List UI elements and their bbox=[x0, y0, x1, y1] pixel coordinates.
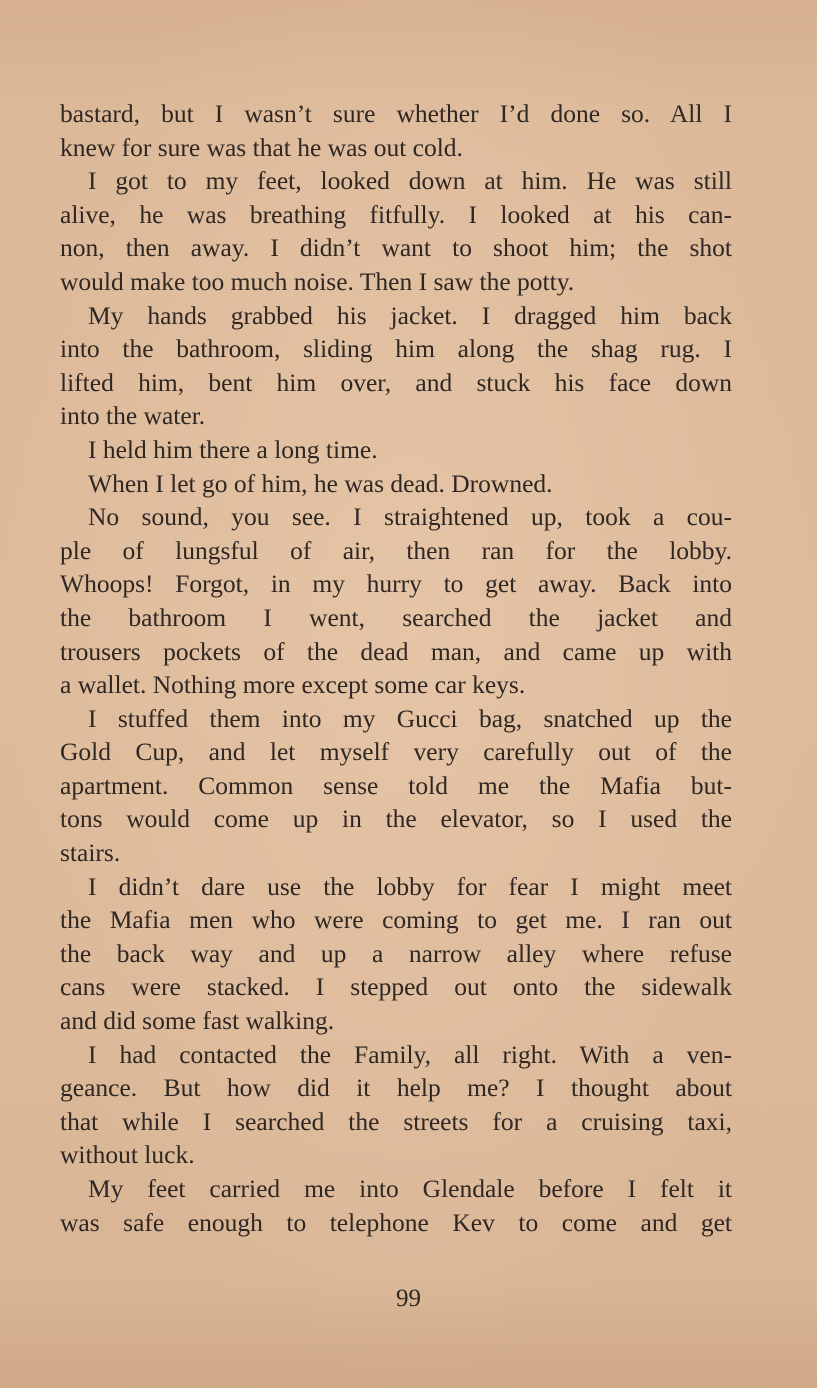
text-line: apartment. Common sense told me the Mafia but- bbox=[60, 770, 732, 800]
text-line: My feet carried me into Glendale before I felt it bbox=[88, 1174, 732, 1203]
text-line: without luck. bbox=[60, 1140, 195, 1170]
text-line: lifted him, bent him over, and stuck his face down bbox=[60, 367, 732, 397]
text-line: geance. But how did it help me? I thought about bbox=[60, 1073, 732, 1103]
text-line: I held him there a long time. bbox=[88, 434, 378, 464]
text-line: I stuffed them into my Gucci bag, snatched up the bbox=[88, 703, 732, 733]
text-line: and did some fast walking. bbox=[60, 1006, 335, 1036]
text-line: stairs. bbox=[60, 838, 121, 868]
text-line: was safe enough to telephone Kev to come and get bbox=[60, 1207, 732, 1237]
text-line: No sound, you see. I straightened up, took a cou- bbox=[88, 502, 732, 532]
text-line: the back way and up a narrow alley where refuse bbox=[60, 938, 732, 968]
text-line: bastard, but I wasn’t sure whether I’d done so. All I bbox=[60, 99, 732, 128]
text-line: that while I searched the streets for a cruising taxi, bbox=[60, 1106, 732, 1136]
text-line: the bathroom I went, searched the jacket and bbox=[60, 602, 732, 632]
text-line: I didn’t dare use the lobby for fear I might meet bbox=[88, 871, 732, 901]
text-line: Gold Cup, and let myself very carefully out of the bbox=[60, 737, 732, 767]
text-line: I got to my feet, looked down at him. He was still bbox=[88, 166, 732, 196]
text-line: alive, he was breathing fitfully. I looked at his can- bbox=[60, 199, 732, 229]
text-line: ple of lungsful of air, then ran for the lobby. bbox=[60, 535, 732, 565]
text-line: trousers pockets of the dead man, and came up with bbox=[60, 636, 732, 666]
text-line: cans were stacked. I stepped out onto the sidewalk bbox=[60, 972, 732, 1002]
text-line: knew for sure was that he was out cold. bbox=[60, 132, 463, 162]
body-text bbox=[60, 97, 732, 1239]
text-line: non, then away. I didn’t want to shoot him; the shot bbox=[60, 233, 732, 263]
text-line: Whoops! Forgot, in my hurry to get away. Back into bbox=[60, 569, 732, 599]
text-line: into the water. bbox=[60, 401, 206, 431]
page-number: 99 bbox=[396, 1285, 421, 1312]
text-line: would make too much noise. Then I saw the potty. bbox=[60, 266, 575, 296]
text-line: My hands grabbed his jacket. I dragged him back bbox=[88, 300, 732, 330]
text-line: I had contacted the Family, all right. With a ven- bbox=[88, 1039, 732, 1069]
text-line: When I let go of him, he was dead. Drowned. bbox=[88, 468, 553, 498]
text-line: into the bathroom, sliding him along the shag rug. I bbox=[60, 334, 732, 364]
text-line: tons would come up in the elevator, so I used the bbox=[60, 804, 732, 834]
text-line: the Mafia men who were coming to get me. I ran out bbox=[60, 905, 732, 935]
text-line: a wallet. Nothing more except some car keys. bbox=[60, 670, 526, 700]
